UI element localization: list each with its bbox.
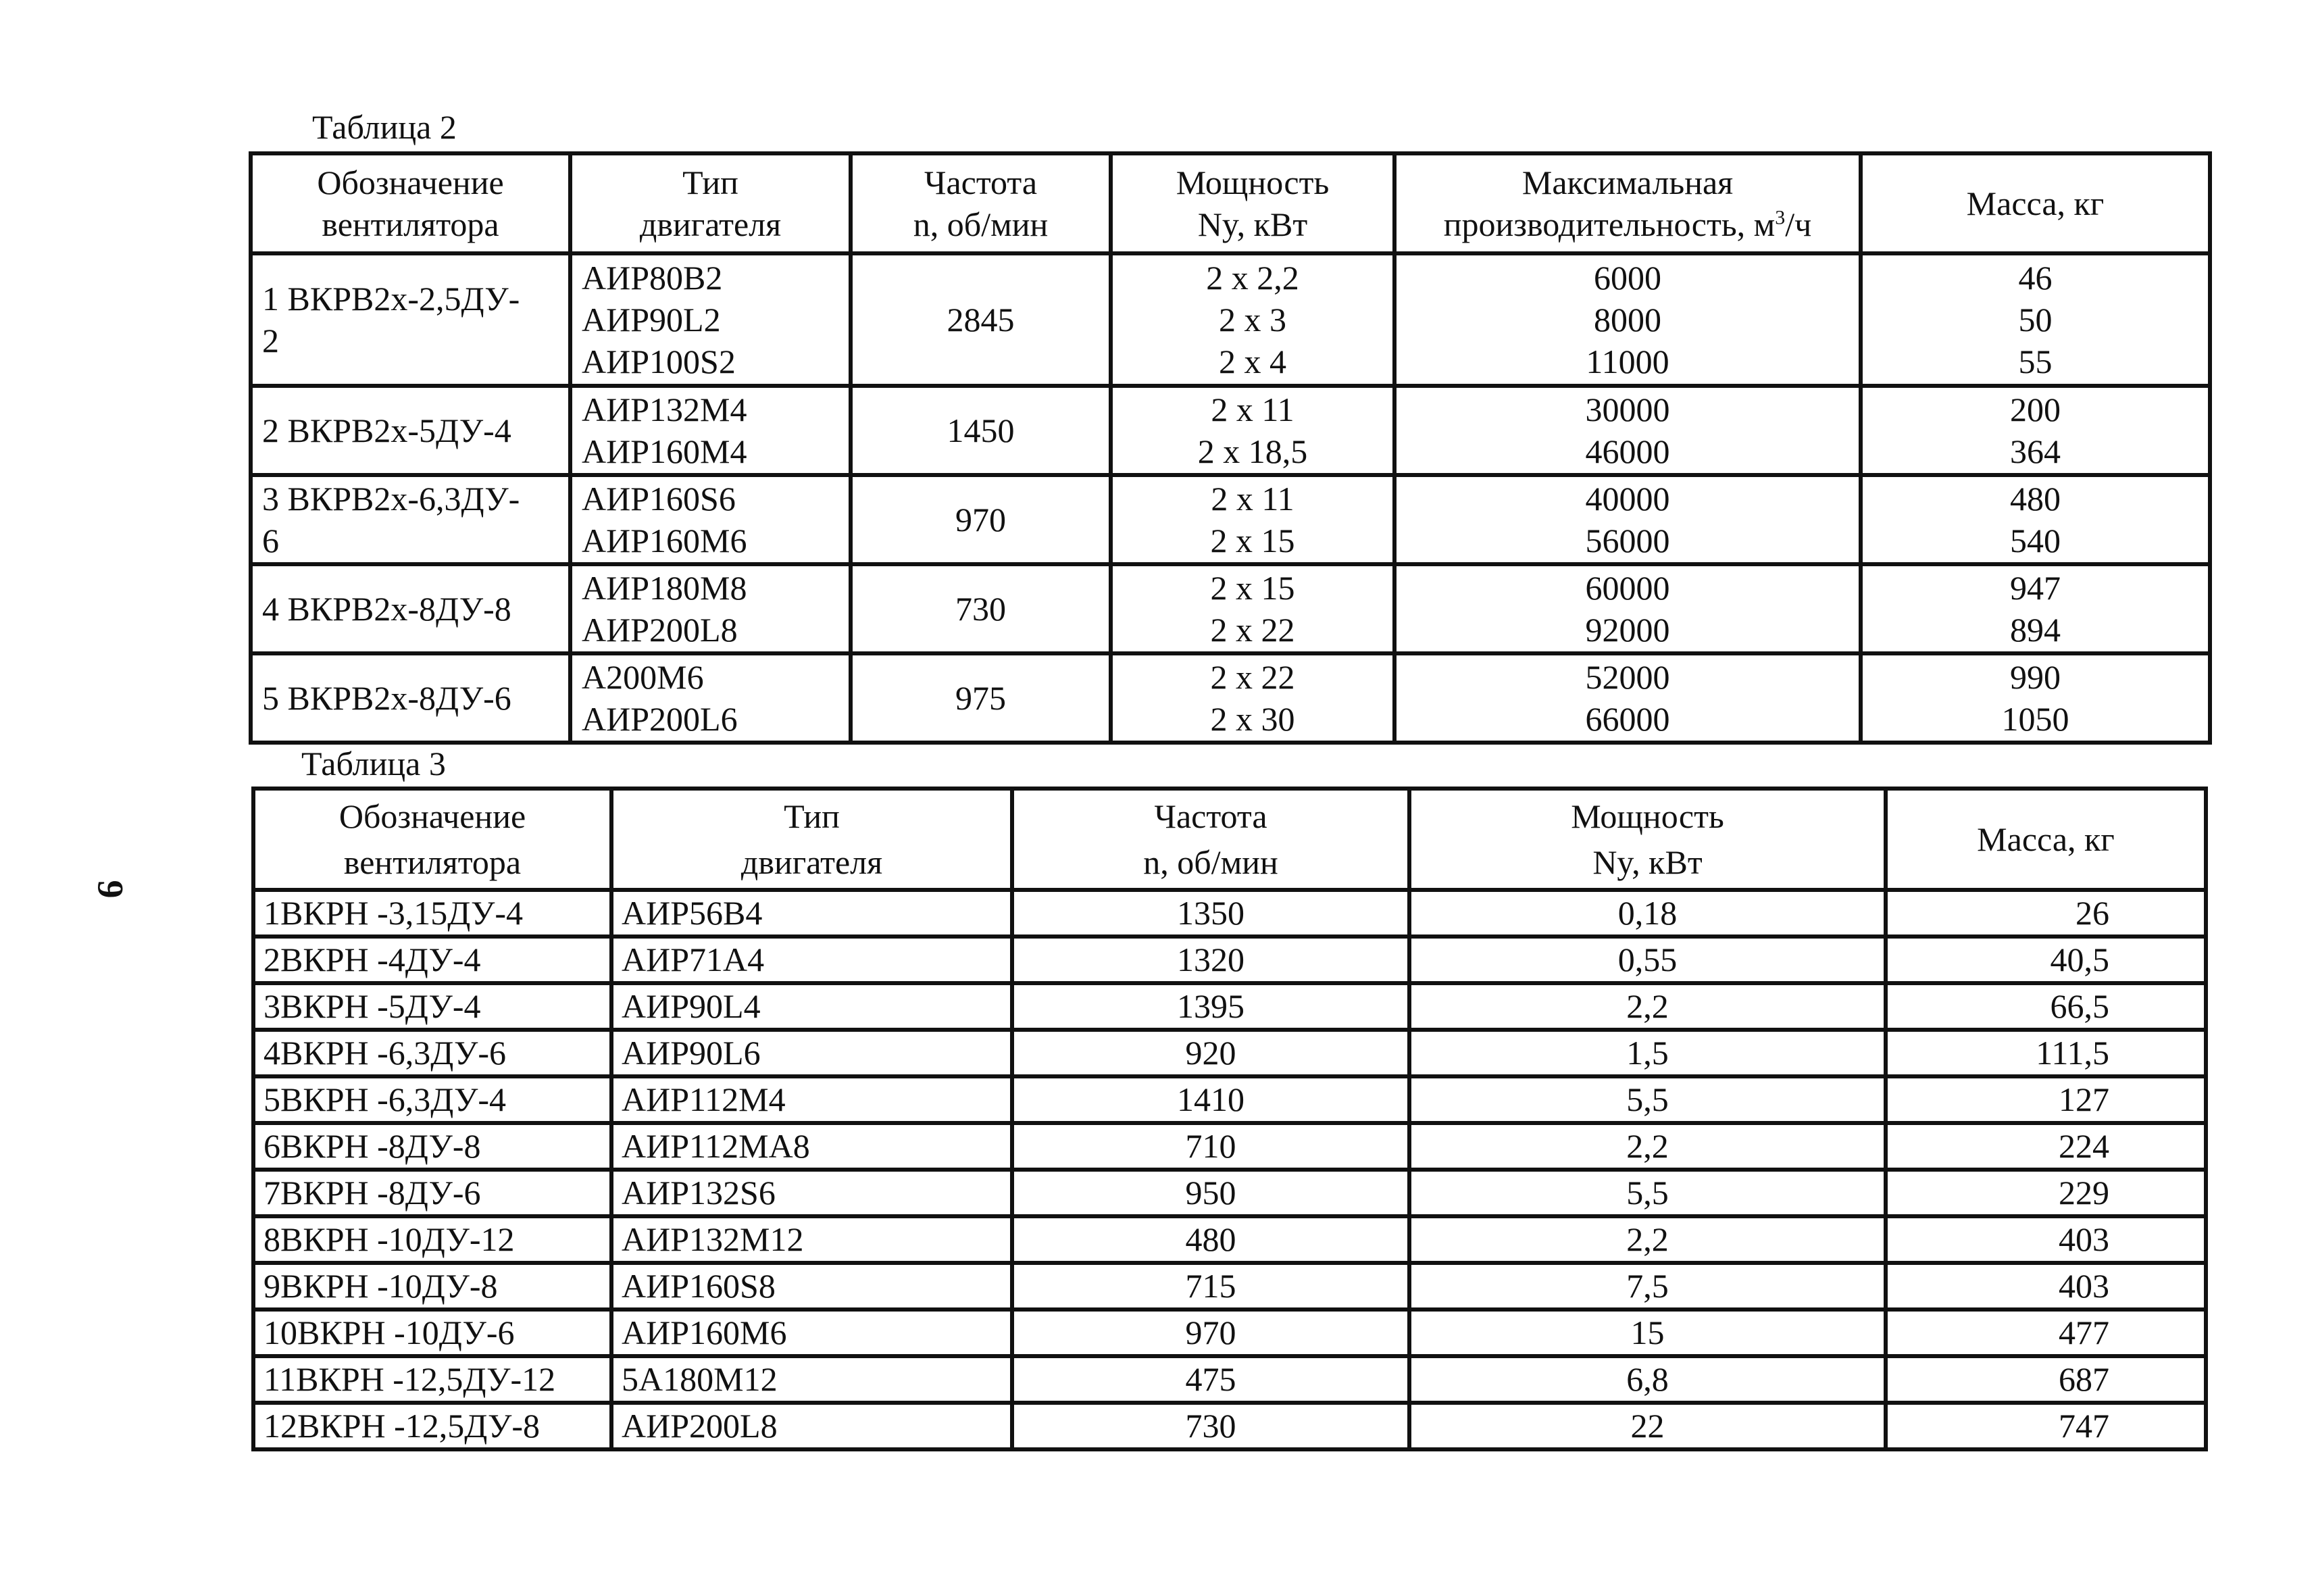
table-row: [253, 1076, 2206, 1123]
header-frequency: Частота n, об/мин: [1012, 789, 1409, 890]
cell-motors: АИР132М4 АИР160М4: [570, 386, 851, 475]
cell-motor: АИР200L8: [611, 1403, 1012, 1449]
header-power: Мощность Ny, кВт: [1409, 789, 1886, 890]
cell-motor: АИР112МА8: [611, 1123, 1012, 1170]
cell-power: 2 х 15 2 х 22: [1111, 564, 1394, 653]
cell-frequency: 475: [1012, 1356, 1409, 1403]
cell-motor: АИР160S8: [611, 1263, 1012, 1310]
cell-motor: АИР56В4: [611, 890, 1012, 937]
cell-power: 5,5: [1409, 1076, 1886, 1123]
cell-power: 2 х 11 2 х 18,5: [1111, 386, 1394, 475]
table-row: [251, 564, 2210, 653]
cell-mass: 403: [1886, 1216, 2206, 1263]
cell-designation: 5ВКРН -6,3ДУ-4: [253, 1076, 611, 1123]
capacity-unit-line: производительность, $м^3/ч$: [1443, 205, 1812, 243]
cell-mass: 477: [1886, 1310, 2206, 1356]
cell-mass: 66,5: [1886, 983, 2206, 1030]
cell-mass: 687: [1886, 1356, 2206, 1403]
cell-frequency: 480: [1012, 1216, 1409, 1263]
table-row: [253, 1030, 2206, 1076]
table-row: [253, 1216, 2206, 1263]
cell-designation: 10ВКРН -10ДУ-6: [253, 1310, 611, 1356]
table-row: [253, 1123, 2206, 1170]
cell-motors: А200М6 АИР200L6: [570, 653, 851, 743]
cell-mass: 947 894: [1861, 564, 2210, 653]
cell-power: 1,5: [1409, 1030, 1886, 1076]
cell-designation: 9ВКРН -10ДУ-8: [253, 1263, 611, 1310]
header-frequency: Частота n, об/мин: [851, 153, 1111, 253]
cell-designation: 4ВКРН -6,3ДУ-6: [253, 1030, 611, 1076]
table-row: [253, 1356, 2206, 1403]
cell-motor: 5А180М12: [611, 1356, 1012, 1403]
header-mass: Масса, кг: [1886, 789, 2206, 890]
cell-capacity: 60000 92000: [1394, 564, 1861, 653]
cell-capacity: 40000 56000: [1394, 475, 1861, 564]
cell-designation: 2 ВКРВ2х-5ДУ-4: [251, 386, 570, 475]
table-row: [253, 937, 2206, 983]
cell-mass: 229: [1886, 1170, 2206, 1216]
table-row: [253, 1310, 2206, 1356]
table-row: [251, 386, 2210, 475]
header-mass: Масса, кг: [1861, 153, 2210, 253]
cell-power: 15: [1409, 1310, 1886, 1356]
cell-power: 2 х 22 2 х 30: [1111, 653, 1394, 743]
cell-power: 0,55: [1409, 937, 1886, 983]
cell-designation: 11ВКРН -12,5ДУ-12: [253, 1356, 611, 1403]
table-row: [251, 475, 2210, 564]
table-row: [253, 890, 2206, 937]
cell-designation: 4 ВКРВ2х-8ДУ-8: [251, 564, 570, 653]
cell-motor: АИР132S6: [611, 1170, 1012, 1216]
cell-frequency: 1395: [1012, 983, 1409, 1030]
cell-frequency: 730: [1012, 1403, 1409, 1449]
cell-mass: 224: [1886, 1123, 2206, 1170]
cell-motor: АИР71А4: [611, 937, 1012, 983]
cell-motor: АИР90L4: [611, 983, 1012, 1030]
cell-frequency: 950: [1012, 1170, 1409, 1216]
cell-designation: 7ВКРН -8ДУ-6: [253, 1170, 611, 1216]
cell-frequency: 975: [851, 653, 1111, 743]
cell-motor: АИР160М6: [611, 1310, 1012, 1356]
table-row: [253, 1263, 2206, 1310]
cell-mass: 127: [1886, 1076, 2206, 1123]
cell-frequency: 1410: [1012, 1076, 1409, 1123]
cell-power: 5,5: [1409, 1170, 1886, 1216]
cell-capacity: 30000 46000: [1394, 386, 1861, 475]
cell-power: 2,2: [1409, 1216, 1886, 1263]
table-row: [251, 253, 2210, 386]
header-max-capacity: Максимальная производительность, $м^3/ч$: [1394, 153, 1861, 253]
cell-frequency: 710: [1012, 1123, 1409, 1170]
cell-motor: АИР132М12: [611, 1216, 1012, 1263]
cell-mass: 403: [1886, 1263, 2206, 1310]
header-motor-type: Тип двигателя: [611, 789, 1012, 890]
table-row: [251, 653, 2210, 743]
cell-frequency: 2845: [851, 253, 1111, 386]
cell-frequency: 970: [1012, 1310, 1409, 1356]
table3-header-row: [253, 789, 2206, 890]
table-row: [253, 983, 2206, 1030]
cell-frequency: 1320: [1012, 937, 1409, 983]
cell-power: 6,8: [1409, 1356, 1886, 1403]
cell-mass: 990 1050: [1861, 653, 2210, 743]
cell-motor: АИР90L6: [611, 1030, 1012, 1076]
cell-frequency: 730: [851, 564, 1111, 653]
cell-power: 0,18: [1409, 890, 1886, 937]
table3-caption: Таблица 3: [301, 745, 446, 782]
cell-power: 2 х 2,2 2 х 3 2 х 4: [1111, 253, 1394, 386]
cell-power: 2,2: [1409, 983, 1886, 1030]
cell-designation: 5 ВКРВ2х-8ДУ-6: [251, 653, 570, 743]
cell-mass: 747: [1886, 1403, 2206, 1449]
cell-motors: АИР80В2 АИР90L2 АИР100S2: [570, 253, 851, 386]
cell-designation: 1ВКРН -3,15ДУ-4: [253, 890, 611, 937]
cell-motor: АИР112М4: [611, 1076, 1012, 1123]
cell-motors: АИР160S6 АИР160М6: [570, 475, 851, 564]
cell-capacity: 6000 8000 11000: [1394, 253, 1861, 386]
cell-designation: 2ВКРН -4ДУ-4: [253, 937, 611, 983]
cell-mass: 40,5: [1886, 937, 2206, 983]
cell-designation: 8ВКРН -10ДУ-12: [253, 1216, 611, 1263]
cell-capacity: 52000 66000: [1394, 653, 1861, 743]
cell-power: 22: [1409, 1403, 1886, 1449]
cell-frequency: 715: [1012, 1263, 1409, 1310]
header-motor-type: Тип двигателя: [570, 153, 851, 253]
cell-motors: АИР180М8 АИР200L8: [570, 564, 851, 653]
cell-designation: 1 ВКРВ2х-2,5ДУ- 2: [251, 253, 570, 386]
cell-designation: 3 ВКРВ2х-6,3ДУ- 6: [251, 475, 570, 564]
table2-header-row: [251, 153, 2210, 253]
cell-power: 2 х 11 2 х 15: [1111, 475, 1394, 564]
cell-mass: 26: [1886, 890, 2206, 937]
table-row: [253, 1403, 2206, 1449]
table-row: [253, 1170, 2206, 1216]
cell-mass: 200 364: [1861, 386, 2210, 475]
header-designation: Обозначение вентилятора: [253, 789, 611, 890]
fan-table-3: [251, 787, 2208, 1451]
cell-mass: 111,5: [1886, 1030, 2206, 1076]
cell-frequency: 970: [851, 475, 1111, 564]
cell-designation: 12ВКРН -12,5ДУ-8: [253, 1403, 611, 1449]
cell-frequency: 1350: [1012, 890, 1409, 937]
cell-frequency: 920: [1012, 1030, 1409, 1076]
fan-table-2: [249, 151, 2212, 745]
cell-power: 2,2: [1409, 1123, 1886, 1170]
cell-power: 7,5: [1409, 1263, 1886, 1310]
header-designation: Обозначение вентилятора: [251, 153, 570, 253]
page-number: 9: [90, 880, 131, 899]
table2-caption: Таблица 2: [312, 108, 457, 146]
cell-designation: 6ВКРН -8ДУ-8: [253, 1123, 611, 1170]
header-power: Мощность Ny, кВт: [1111, 153, 1394, 253]
cell-mass: 480 540: [1861, 475, 2210, 564]
cell-mass: 46 50 55: [1861, 253, 2210, 386]
cell-frequency: 1450: [851, 386, 1111, 475]
cell-designation: 3ВКРН -5ДУ-4: [253, 983, 611, 1030]
